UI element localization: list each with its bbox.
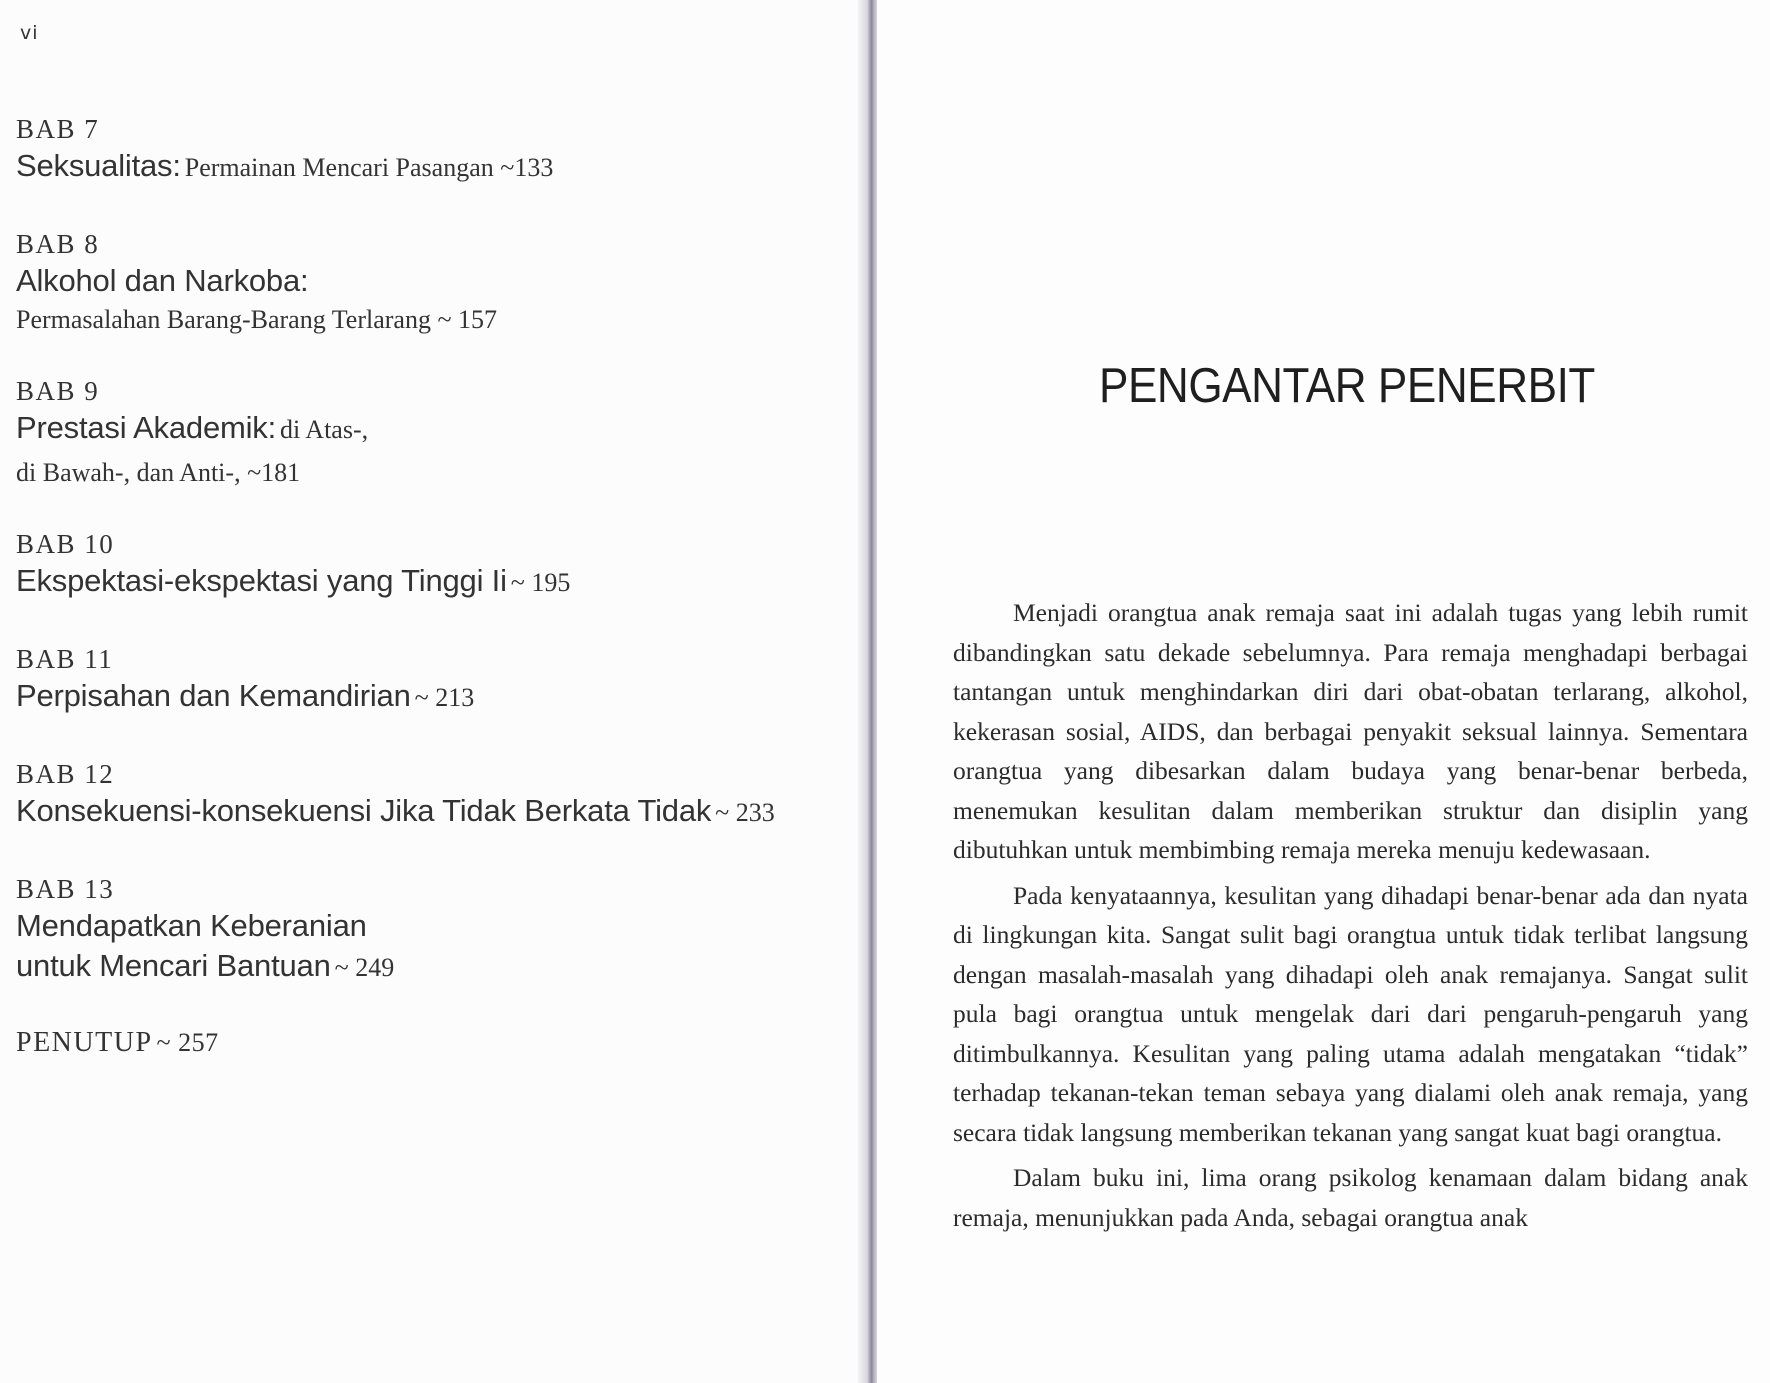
toc-entry-bab-9	[16, 374, 846, 492]
toc-entry-bab-13	[16, 872, 846, 992]
page-title: PENGANTAR PENERBIT	[1099, 359, 1595, 413]
closing-page-ref: ~ 257	[156, 1028, 219, 1057]
chapter-label: BAB 7	[16, 114, 100, 144]
chapter-title-serif: Permainan Mencari Pasangan ~133	[184, 153, 554, 182]
chapter-title	[16, 906, 846, 992]
chapter-subtitle: di Bawah-, dan Anti-, ~181	[16, 458, 301, 487]
chapter-title-sans: Konsekuensi-konsekuensi Jika Tidak Berkata Tidak	[16, 793, 712, 828]
toc-entry-penutup	[16, 1027, 846, 1059]
toc-entry-bab-10	[16, 527, 846, 607]
paragraph: Menjadi orangtua anak remaja saat ini adalah tugas yang lebih rumit dibandingkan satu dekade sebelumnya. Para remaja menghadapi berbagai tantangan untuk menghindarkan diri dari obat-obatan terlarang, alkohol, kekerasan sosial, AIDS, dan berbagai penyakit seksual lainnya. Sementara orangtua yang dibesarkan dalam budaya yang benar-benar berbeda, menemukan kesulitan dalam memberikan struktur dan disiplin yang dibutuhkan untuk membimbing remaja mereka menuju kedewasaan.	[953, 598, 1748, 864]
paragraph: Dalam buku ini, lima orang psikolog kenamaan dalam bidang anak remaja, menunjukkan pada Anda, sebagai orangtua anak	[953, 1163, 1748, 1232]
chapter-page-ref: ~ 213	[414, 683, 475, 712]
chapter-title-sans: Mendapatkan Keberanian	[16, 908, 367, 943]
chapter-title-sans: Seksualitas:	[16, 148, 181, 183]
chapter-title	[16, 146, 846, 192]
chapter-page-ref: ~ 249	[334, 953, 395, 982]
chapter-title-sans: Alkohol dan Narkoba:	[16, 263, 309, 298]
chapter-title-serif: di Atas-,	[280, 415, 369, 444]
table-of-contents	[16, 112, 846, 1094]
chapter-subtitle: Permasalahan Barang-Barang Terlarang ~ 157	[16, 305, 498, 334]
chapter-label: BAB 8	[16, 229, 100, 259]
body-text	[953, 593, 1748, 1243]
page-number: vi	[20, 22, 39, 44]
chapter-title	[16, 561, 846, 607]
chapter-label: BAB 12	[16, 759, 115, 789]
chapter-label: BAB 9	[16, 376, 100, 406]
chapter-page-ref: ~ 233	[715, 798, 775, 827]
toc-entry-bab-7	[16, 112, 846, 192]
left-page	[0, 0, 862, 1383]
chapter-title	[16, 261, 846, 339]
chapter-title	[16, 676, 846, 722]
chapter-label: BAB 13	[16, 874, 115, 904]
chapter-title	[16, 791, 846, 837]
toc-entry-bab-12	[16, 757, 846, 837]
right-page	[877, 0, 1770, 1383]
closing-label: PENUTUP	[16, 1027, 153, 1058]
chapter-title-sans: Prestasi Akademik:	[16, 410, 277, 445]
chapter-title-sans-line2: untuk Mencari Bantuan	[16, 948, 331, 983]
chapter-title-sans: Perpisahan dan Kemandirian	[16, 678, 411, 713]
chapter-title	[16, 408, 846, 492]
toc-entry-bab-11	[16, 642, 846, 722]
chapter-label: BAB 11	[16, 644, 114, 674]
chapter-title-sans: Ekspektasi-ekspektasi yang Tinggi Ii	[16, 563, 507, 598]
paragraph: Pada kenyataannya, kesulitan yang dihadapi benar-benar ada dan nyata di lingkungan kita. Sangat sulit bagi orangtua untuk tidak terlibat langsung dengan masalah-masalah yang dihadapi oleh anak remajanya. Sangat sulit pula bagi orangtua untuk mengelak dari dari pengaruh-pengaruh yang ditimbulkannya. Kesulitan yang paling utama adalah mengatakan “tidak” terhadap tekanan-tekan teman sebaya yang dialami oleh anak remaja, yang secara tidak langsung memberikan tekanan yang sangat kuat bagi orangtua.	[953, 880, 1748, 1147]
chapter-label: BAB 10	[16, 529, 115, 559]
chapter-page-ref: ~ 195	[510, 568, 571, 597]
toc-entry-bab-8	[16, 227, 846, 339]
